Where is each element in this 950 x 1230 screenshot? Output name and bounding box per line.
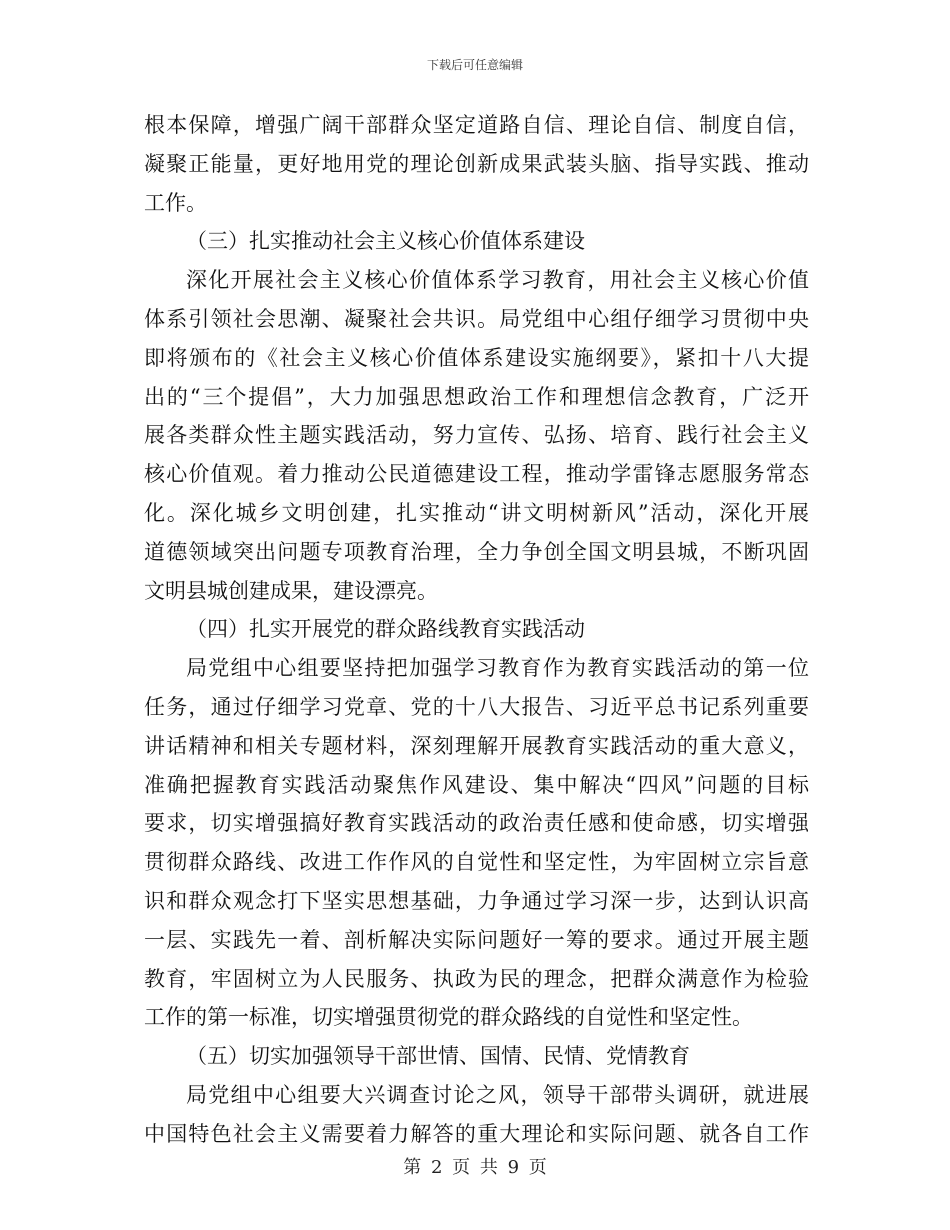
section-heading: （三）扎实推动社会主义核心价值体系建设 bbox=[186, 229, 585, 254]
section-heading: （四）扎实开展党的群众路线教育实践活动 bbox=[186, 617, 585, 642]
paragraph-line: 讲话精神和相关专题材料，深刻理解开展教育实践活动的重大意义， bbox=[144, 733, 809, 758]
paragraph-line: 文明县城创建成果，建设漂亮。 bbox=[144, 578, 438, 603]
paragraph-line: 局党组中心组要坚持把加强学习教育作为教育实践活动的第一位 bbox=[186, 656, 809, 681]
paragraph-line: 凝聚正能量，更好地用党的理论创新成果武装头脑、指导实践、推动 bbox=[144, 151, 809, 176]
header-note: 下载后可任意编辑 bbox=[426, 58, 523, 72]
paragraph-line: 教育，牢固树立为人民服务、执政为民的理念，把群众满意作为检验 bbox=[144, 966, 809, 991]
paragraph-line: 体系引领社会思潮、凝聚社会共识。局党组中心组仔细学习贯彻中央 bbox=[144, 306, 809, 331]
page-number: 第 2 页 共 9 页 bbox=[403, 1157, 547, 1178]
paragraph-line: 贯彻群众路线、改进工作作风的自觉性和坚定性，为牢固树立宗旨意 bbox=[144, 850, 809, 875]
section-heading: （五）切实加强领导干部世情、国情、民情、党情教育 bbox=[186, 1044, 690, 1069]
paragraph-line: 识和群众观念打下坚实思想基础，力争通过学习深一步，达到认识高 bbox=[144, 888, 809, 913]
paragraph-line: 准确把握教育实践活动聚焦作风建设、集中解决“四风”问题的目标 bbox=[144, 772, 809, 797]
paragraph-line: 即将颁布的《社会主义核心价值体系建设实施纲要》，紧扣十八大提 bbox=[144, 345, 809, 370]
paragraph-line: 任务，通过仔细学习党章、党的十八大报告、习近平总书记系列重要 bbox=[144, 694, 809, 719]
paragraph-line: 展各类群众性主题实践活动，努力宣传、弘扬、培育、践行社会主义 bbox=[144, 423, 809, 448]
paragraph-line: 核心价值观。着力推动公民道德建设工程，推动学雷锋志愿服务常态 bbox=[144, 462, 809, 487]
paragraph-line: 道德领域突出问题专项教育治理，全力争创全国文明县城，不断巩固 bbox=[144, 539, 809, 564]
paragraph-line: 要求，切实增强搞好教育实践活动的政治责任感和使命感，切实增强 bbox=[144, 811, 809, 836]
paragraph-line: 一层、实践先一着、剖析解决实际问题好一筹的要求。通过开展主题 bbox=[144, 927, 809, 952]
paragraph-line: 化。深化城乡文明创建，扎实推动“讲文明树新风”活动，深化开展 bbox=[144, 500, 809, 525]
paragraph-line: 根本保障，增强广阔干部群众坚定道路自信、理论自信、制度自信， bbox=[144, 113, 809, 137]
paragraph-line: 局党组中心组要大兴调查讨论之风，领导干部带头调研，就进展 bbox=[186, 1082, 809, 1107]
paragraph-line: 深化开展社会主义核心价值体系学习教育，用社会主义核心价值 bbox=[186, 268, 809, 293]
paragraph-line: 出的“三个提倡”，大力加强思想政治工作和理想信念教育，广泛开 bbox=[144, 384, 809, 409]
document-body bbox=[144, 106, 809, 1154]
paragraph-line: 中国特色社会主义需要着力解答的重大理论和实际问题、就各自工作 bbox=[144, 1121, 809, 1146]
paragraph-line: 工作。 bbox=[144, 190, 207, 215]
paragraph-line: 工作的第一标准，切实增强贯彻党的群众路线的自觉性和坚定性。 bbox=[144, 1005, 753, 1030]
